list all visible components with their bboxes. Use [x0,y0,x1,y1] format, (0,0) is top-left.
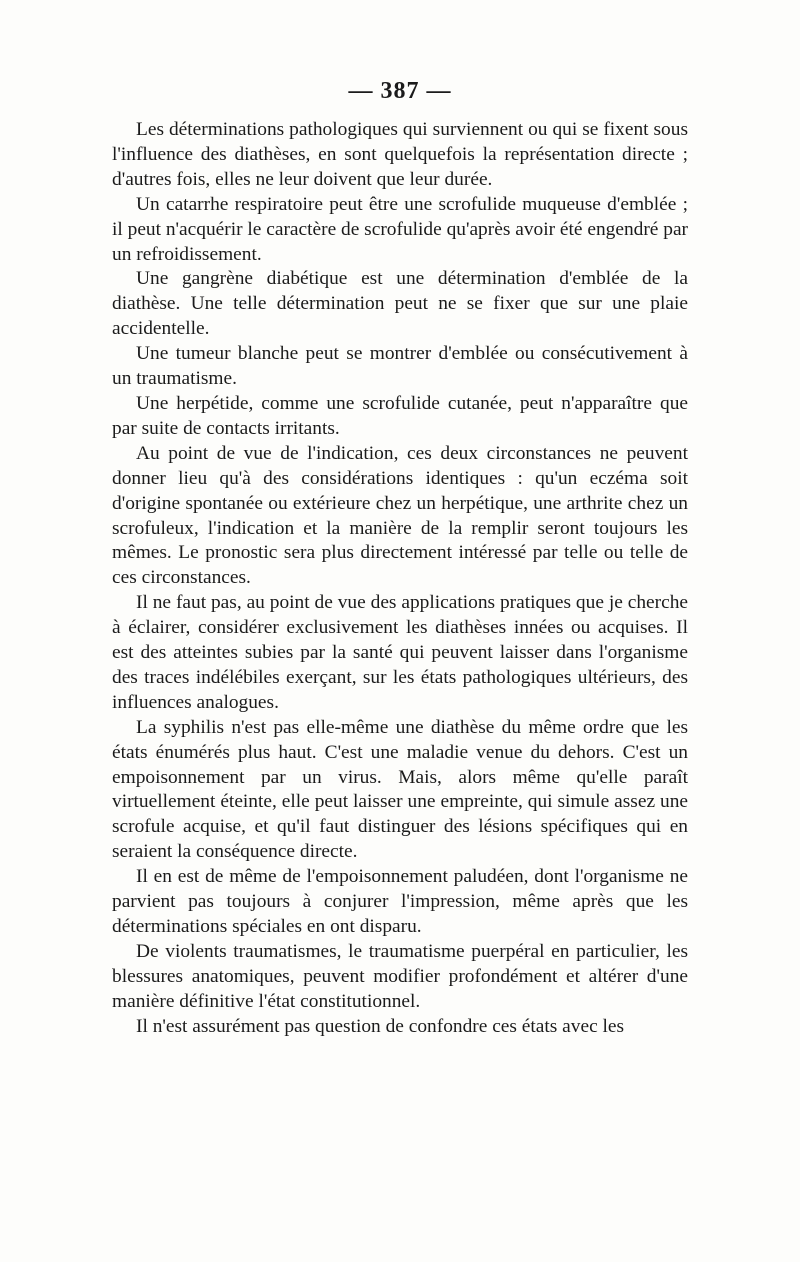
paragraph: De violents traumatismes, le traumatisme puerpéral en particulier, les blessures anatomiques, peuvent modifier profondément et altérer d'une manière définitive l'état constitutionnel. [112,940,688,1012]
paragraph: Une tumeur blanche peut se montrer d'emblée ou consécutivement à un traumatisme. [112,343,688,390]
paragraph: Au point de vue de l'indication, ces deux circonstances ne peuvent donner lieu qu'à des considérations identiques : qu'un eczéma soit d'origine spontanée ou extérieure chez un herpétique, une arthrite chez un scrofuleux, l'indication et la manière de la remplir seront toujours les mêmes. Le pronostic sera plus directement intéressé par telle ou telle de ces circonstances. [112,442,688,589]
paragraph: Les déterminations pathologiques qui surviennent ou qui se fixent sous l'influence des diathèses, en sont quelquefois la représentation directe ; d'autres fois, elles ne leur doivent que leur durée. [112,119,688,190]
paragraph: Il ne faut pas, au point de vue des applications pratiques que je cherche à éclairer, considérer exclusivement les diathèses innées ou acquises. Il est des atteintes subies par la santé qui peuvent laisser dans l'organisme des traces indélébiles exerçant, sur les états pathologiques ultérieurs, des influences analogues. [112,592,688,713]
paragraph: La syphilis n'est pas elle-même une diathèse du même ordre que les états énumérés plus haut. C'est une maladie venue du dehors. C'est un empoisonnement par un virus. Mais, alors même qu'elle paraît virtuellement éteinte, elle peut laisser une empreinte, qui simule assez une scrofule acquise, et qu'il faut distinguer des lésions spécifiques qui en seraient la conséquence directe. [112,716,688,863]
page-number: — 387 — [348,78,452,104]
paragraph: Un catarrhe respiratoire peut être une scrofulide muqueuse d'emblée ; il peut n'acquérir le caractère de scrofulide qu'après avoir été engendré par un refroidissement. [112,193,689,265]
paragraph: Il n'est assurément pas question de confondre ces états avec les [136,1015,625,1037]
paragraph: Une herpétide, comme une scrofulide cutanée, peut n'apparaître que par suite de contacts irritants. [112,392,688,439]
body-text [112,118,688,1040]
paragraph: Une gangrène diabétique est une détermination d'emblée de la diathèse. Une telle détermination peut ne se fixer que sur une plaie accidentelle. [112,268,688,340]
paragraph: Il en est de même de l'empoisonnement paludéen, dont l'organisme ne parvient pas toujours à conjurer l'impression, même après que les déterminations spéciales en ont disparu. [112,866,688,937]
